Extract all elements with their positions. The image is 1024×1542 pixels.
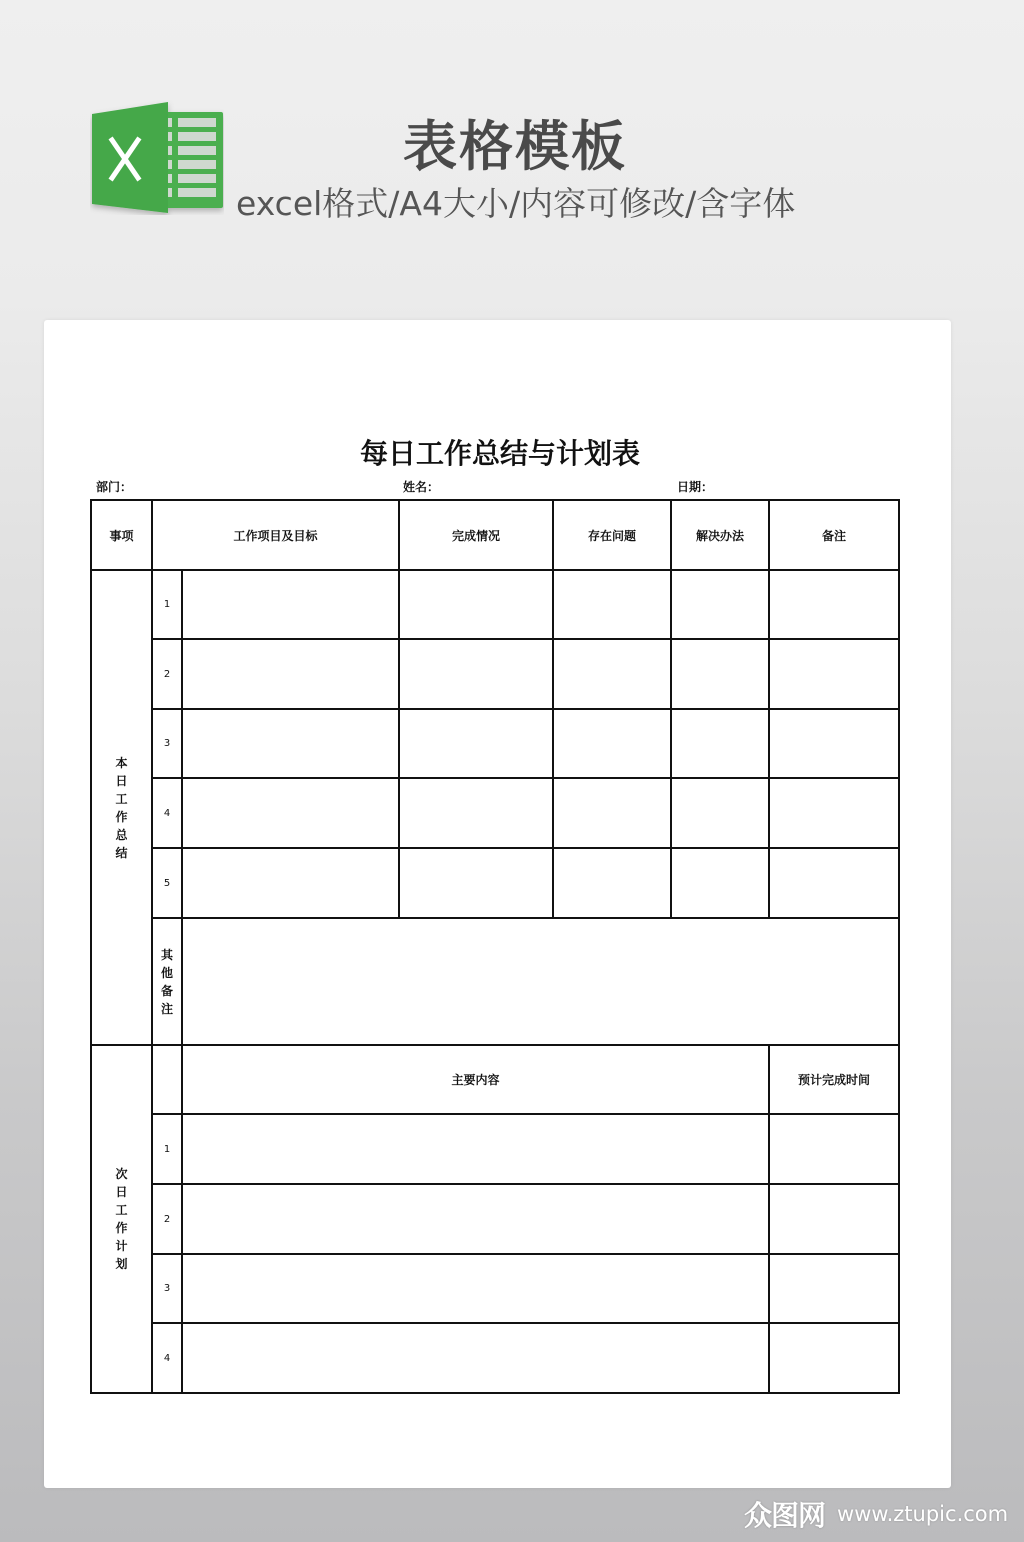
row-number: 2 bbox=[163, 668, 171, 680]
label-char: 他 bbox=[160, 965, 173, 980]
summary-cell-completion[interactable] bbox=[400, 640, 552, 708]
label-char: 次 bbox=[115, 1167, 128, 1181]
summary-cell-project[interactable] bbox=[183, 571, 398, 638]
other-notes-label bbox=[153, 919, 181, 1044]
label-char: 日 bbox=[115, 773, 128, 788]
label-char: 工 bbox=[115, 791, 128, 806]
header-work-project: 工作项目及目标 bbox=[233, 528, 318, 543]
summary-cell-solutions[interactable] bbox=[672, 640, 768, 708]
summary-cell-solutions[interactable] bbox=[672, 849, 768, 917]
row-number: 1 bbox=[163, 599, 171, 610]
header-main-content: 主要内容 bbox=[451, 1073, 500, 1087]
summary-cell-remarks[interactable] bbox=[770, 710, 898, 777]
summary-cell-remarks[interactable] bbox=[770, 849, 898, 917]
plan-cell-eta[interactable] bbox=[770, 1324, 898, 1392]
plan-cell-eta[interactable] bbox=[770, 1255, 898, 1322]
row-number: 4 bbox=[163, 807, 171, 819]
label-char: 日 bbox=[115, 1185, 128, 1199]
date-label: 日期： bbox=[677, 480, 714, 494]
summary-cell-remarks[interactable] bbox=[770, 640, 898, 708]
department-label: 部门： bbox=[96, 480, 133, 494]
label-char: 结 bbox=[115, 845, 128, 860]
plan-cell-content[interactable] bbox=[183, 1185, 768, 1253]
label-char: 作 bbox=[115, 1221, 128, 1235]
watermark-logo: 众图网 bbox=[744, 1499, 826, 1532]
summary-cell-issues[interactable] bbox=[554, 640, 670, 708]
label-char: 工 bbox=[115, 1203, 128, 1217]
plan-cell-content[interactable] bbox=[183, 1115, 768, 1183]
watermark-url: www.ztupic.com bbox=[837, 1502, 1009, 1526]
summary-cell-project[interactable] bbox=[183, 710, 398, 777]
document-title: 每日工作总结与计划表 bbox=[359, 437, 640, 470]
banner-title: 表格模板 bbox=[403, 115, 627, 178]
banner bbox=[0, 0, 1024, 300]
header-completion: 完成情况 bbox=[451, 528, 500, 543]
label-char: 注 bbox=[160, 1001, 173, 1016]
summary-cell-solutions[interactable] bbox=[672, 571, 768, 638]
header-estimated-time: 预计完成时间 bbox=[797, 1073, 870, 1087]
plan-cell-eta[interactable] bbox=[770, 1115, 898, 1183]
excel-icon bbox=[90, 100, 224, 215]
summary-cell-completion[interactable] bbox=[400, 571, 552, 638]
label-char: 计 bbox=[115, 1239, 128, 1253]
summary-cell-completion[interactable] bbox=[400, 710, 552, 777]
plan-cell-eta[interactable] bbox=[770, 1185, 898, 1253]
row-number: 5 bbox=[163, 877, 171, 889]
label-char: 总 bbox=[115, 827, 128, 842]
summary-cell-issues[interactable] bbox=[554, 710, 670, 777]
summary-cell-remarks[interactable] bbox=[770, 779, 898, 847]
row-number: 1 bbox=[163, 1143, 171, 1155]
summary-cell-issues[interactable] bbox=[554, 779, 670, 847]
summary-cell-solutions[interactable] bbox=[672, 710, 768, 777]
name-label: 姓名： bbox=[403, 480, 440, 494]
header-remarks: 备注 bbox=[821, 528, 846, 543]
header-item: 事项 bbox=[109, 528, 134, 543]
label-char: 备 bbox=[160, 983, 173, 998]
other-notes-field[interactable] bbox=[183, 919, 898, 1044]
header-issues: 存在问题 bbox=[587, 528, 636, 543]
watermark bbox=[744, 1494, 1008, 1534]
section-label-next-day-plan bbox=[92, 1046, 151, 1392]
row-number: 3 bbox=[163, 738, 171, 749]
summary-cell-solutions[interactable] bbox=[672, 779, 768, 847]
plan-cell-content[interactable] bbox=[183, 1255, 768, 1322]
summary-cell-issues[interactable] bbox=[554, 849, 670, 917]
summary-cell-remarks[interactable] bbox=[770, 571, 898, 638]
summary-cell-completion[interactable] bbox=[400, 849, 552, 917]
summary-cell-project[interactable] bbox=[183, 849, 398, 917]
row-number: 4 bbox=[163, 1352, 171, 1364]
label-char: 本 bbox=[115, 755, 128, 770]
banner-subtitle: excel格式/A4大小/内容可修改/含字体 bbox=[236, 184, 796, 223]
label-char: 划 bbox=[115, 1257, 128, 1271]
label-char: 作 bbox=[115, 809, 128, 824]
section-label-today-summary bbox=[92, 571, 151, 1044]
summary-cell-issues[interactable] bbox=[554, 571, 670, 638]
summary-cell-project[interactable] bbox=[183, 640, 398, 708]
row-number: 2 bbox=[163, 1213, 171, 1225]
plan-cell-content[interactable] bbox=[183, 1324, 768, 1392]
summary-cell-completion[interactable] bbox=[400, 779, 552, 847]
row-number: 3 bbox=[163, 1283, 171, 1294]
summary-cell-project[interactable] bbox=[183, 779, 398, 847]
header-solutions: 解决办法 bbox=[695, 528, 744, 543]
label-char: 其 bbox=[160, 947, 173, 962]
